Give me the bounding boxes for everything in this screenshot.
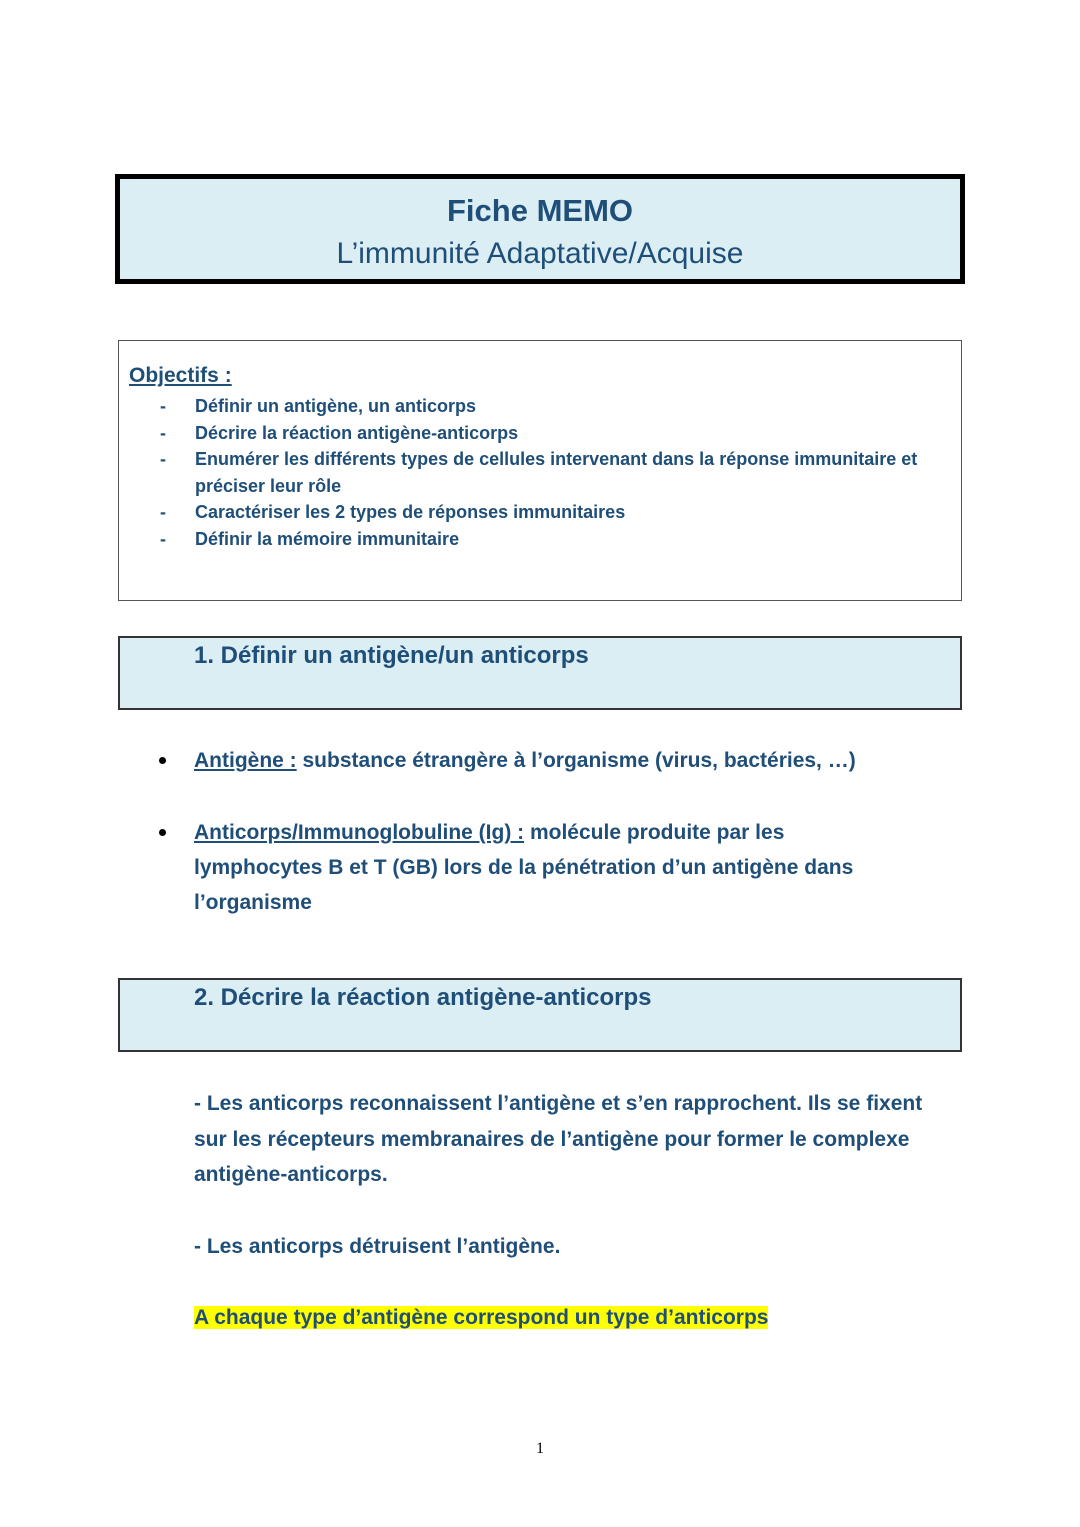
section-2-title: 2. Décrire la réaction antigène-anticorps — [194, 984, 652, 1011]
dash-marker: - — [160, 449, 166, 469]
paragraph-recognition: - Les anticorps reconnaissent l’antigène et s’en rapprochent. Ils se fixent sur les récepteurs membranaires de l’antigène pour former le complexe antigène-anticorps. — [194, 1092, 923, 1186]
section-1-title: 1. Définir un antigène/un anticorps — [194, 642, 589, 669]
bullet-dot-icon — [159, 829, 166, 836]
objectives-box — [118, 340, 962, 601]
dash-marker: - — [160, 502, 166, 522]
document-subtitle: L’immunité Adaptative/Acquise — [336, 237, 744, 270]
page-number: 1 — [536, 1440, 544, 1457]
objective-item: - Enumérer les différents types de cellules intervenant dans la réponse immunitaire et préciser leur rôle — [119, 446, 963, 499]
bullet-dot-icon — [159, 757, 166, 764]
dash-marker: - — [160, 422, 166, 443]
objectives-heading: Objectifs : — [129, 364, 232, 387]
objective-item: - Décrire la réaction antigène-anticorps — [119, 420, 963, 447]
dash-marker: - — [160, 528, 166, 549]
paragraph-destruction: - Les anticorps détruisent l’antigène. — [194, 1235, 561, 1258]
document-title: Fiche MEMO — [446, 193, 633, 228]
objective-item: - Définir la mémoire immunitaire — [119, 526, 963, 553]
objectives-list — [119, 393, 963, 552]
section-1-header — [118, 636, 962, 710]
objective-item: - Définir un antigène, un anticorps — [119, 393, 963, 420]
highlighted-statement: A chaque type d’antigène correspond un type d’anticorps — [194, 1306, 769, 1329]
definition-antibody: molécule produite par les lymphocytes B et T (GB) lors de la pénétration d’un antigène dans l’organisme — [194, 821, 854, 914]
dash-marker: - — [160, 396, 166, 416]
key-point — [194, 1300, 934, 1336]
section-2-header — [118, 978, 962, 1052]
term-antigen: Antigène : — [194, 749, 297, 772]
objective-item: - Caractériser les 2 types de réponses immunitaires — [119, 499, 963, 526]
term-antibody: Anticorps/Immunoglobuline (Ig) : — [194, 821, 525, 844]
title-box — [115, 174, 965, 284]
definition-antigen: substance étrangère à l’organisme (virus, bactéries, …) — [296, 749, 856, 772]
bullet-antigen — [194, 743, 914, 778]
bullet-antibody — [194, 815, 914, 920]
